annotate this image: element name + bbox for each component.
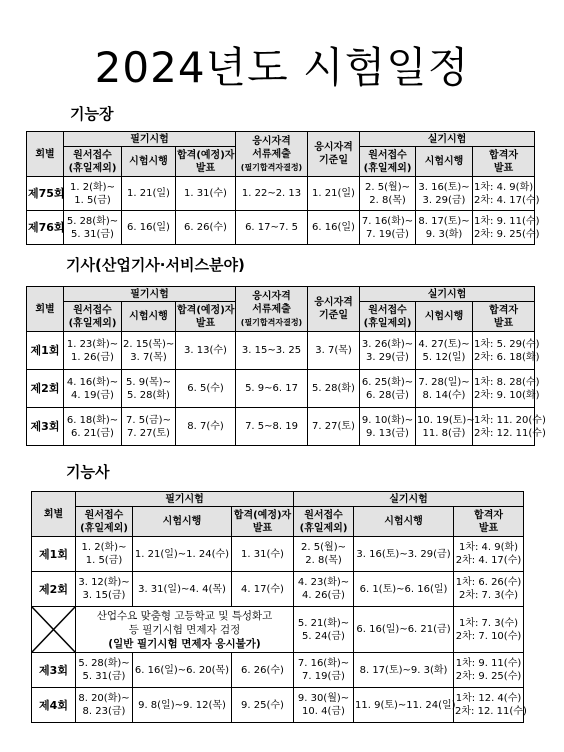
header-exam: 시험시행 <box>354 507 454 537</box>
header-round: 회별 <box>27 287 64 332</box>
section-title-gisa: 기사(산업기사·서비스분야) <box>66 256 245 274</box>
section-title-gineungjang: 기능장 <box>70 105 114 123</box>
header-apply: 원서접수 (휴일제외) <box>64 302 122 332</box>
header-pass: 합격자 발표 <box>473 147 535 177</box>
header-pass: 합격자 발표 <box>454 507 524 537</box>
header-qual-date: 응시자격 기준일 <box>308 132 360 177</box>
table-row: 제2회 4. 16(화)~ 4. 19(금) 5. 9(목)~ 5. 28(화) 6. 5(수) 5. 9~6. 17 5. 28(화) 6. 25(화)~ 6. 28(금) 7. 28(일)~ 8. 14(수) 1차: 8. 28(수) 2차: 9. 10(화) <box>27 370 535 408</box>
header-pass: 합격자 발표 <box>473 302 535 332</box>
header-round: 회별 <box>32 492 76 537</box>
header-written: 필기시험 <box>64 132 236 147</box>
header-exam: 시험시행 <box>133 507 232 537</box>
table-row: 제4회 8. 20(화)~ 8. 23(금) 9. 8(일)~9. 12(목) 9. 25(수) 9. 30(월)~ 10. 4(금) 11. 9(토)~11. 24(일) 1차: 12. 4(수) 2차: 12. 11(수) <box>32 688 524 723</box>
header-practical: 실기시험 <box>360 132 535 147</box>
header-apply: 원서접수 (휴일제외) <box>64 147 122 177</box>
schedule-table-gineungsa <box>31 491 527 723</box>
special-note: 산업수요 맞춤형 고등학교 및 특성화고 등 필기시험 면제자 검정 (일반 필기시험 면제자 응시불가) <box>76 607 294 653</box>
table-row: 제3회 6. 18(화)~ 6. 21(금) 7. 5(금)~ 7. 27(토) 8. 7(수) 7. 5~8. 19 7. 27(토) 9. 10(화)~ 9. 13(금) 10. 19(토)~ 11. 8(금) 1차: 11. 20(수) 2차: 12. 11(수) <box>27 408 535 446</box>
header-exam: 시험시행 <box>122 302 176 332</box>
table-row: 제1회 1. 2(화)~ 1. 5(금) 1. 21(일)~1. 24(수) 1. 31(수) 2. 5(월)~ 2. 8(목) 3. 16(토)~3. 29(금) 1차: 4. 9(화) 2차: 4. 17(수) <box>32 537 524 572</box>
header-pass-provisional: 합격(예정)자 발표 <box>176 147 236 177</box>
header-docs: 응시자격 서류제출 (필기합격자결정) <box>236 132 308 177</box>
header-round: 회별 <box>27 132 64 177</box>
section-title-gineungsa: 기능사 <box>66 463 110 481</box>
header-apply: 원서접수 (휴일제외) <box>294 507 354 537</box>
header-apply: 원서접수 (휴일제외) <box>360 147 416 177</box>
header-apply: 원서접수 (휴일제외) <box>76 507 133 537</box>
table-row: 산업수요 맞춤형 고등학교 및 특성화고 등 필기시험 면제자 검정 (일반 필기시험 면제자 응시불가) 5. 21(화)~ 5. 24(금) 6. 16(일)~6. 21(금) 1차: 7. 3(수) 2차: 7. 10(수) <box>32 607 524 653</box>
header-apply: 원서접수 (휴일제외) <box>360 302 416 332</box>
header-qual-date: 응시자격 기준일 <box>308 287 360 332</box>
header-docs: 응시자격 서류제출 (필기합격자결정) <box>236 287 308 332</box>
header-exam: 시험시행 <box>416 302 473 332</box>
schedule-table-gineungjang <box>26 131 540 245</box>
header-practical: 실기시험 <box>294 492 524 507</box>
table-row: 제2회 3. 12(화)~ 3. 15(금) 3. 31(일)~4. 4(목) 4. 17(수) 4. 23(화)~ 4. 26(금) 6. 1(토)~6. 16(일) 1차: 6. 26(수) 2차: 7. 3(수) <box>32 572 524 607</box>
header-pass-provisional: 합격(예정)자 발표 <box>176 302 236 332</box>
table-row: 제76회 5. 28(화)~ 5. 31(금) 6. 16(일) 6. 26(수) 6. 17~7. 5 6. 16(일) 7. 16(화)~ 7. 19(금) 8. 17(토)~ 9. 3(화) 1차: 9. 11(수) 2차: 9. 25(수) <box>27 211 535 245</box>
cross-mark-icon <box>32 607 75 652</box>
schedule-table-gisa <box>26 286 546 446</box>
table-row: 제3회 5. 28(화)~ 5. 31(금) 6. 16(일)~6. 20(목) 6. 26(수) 7. 16(화)~ 7. 19(금) 8. 17(토)~9. 3(화) 1차: 9. 11(수) 2차: 9. 25(수) <box>32 653 524 688</box>
crossed-out-cell <box>32 607 76 653</box>
header-pass-provisional: 합격(예정)자 발표 <box>232 507 294 537</box>
header-written: 필기시험 <box>64 287 236 302</box>
table-row: 제75회 1. 2(화)~ 1. 5(금) 1. 21(일) 1. 31(수) 1. 22~2. 13 1. 21(일) 2. 5(월)~ 2. 8(목) 3. 16(토)~ 3. 29(금) 1차: 4. 9(화) 2차: 4. 17(수) <box>27 177 535 211</box>
page-title: 2024년도 시험일정 <box>94 43 470 92</box>
header-written: 필기시험 <box>76 492 294 507</box>
table-row: 제1회 1. 23(화)~ 1. 26(금) 2. 15(목)~ 3. 7(목) 3. 13(수) 3. 15~3. 25 3. 7(목) 3. 26(화)~ 3. 29(금) 4. 27(토)~ 5. 12(일) 1차: 5. 29(수) 2차: 6. 18(화) <box>27 332 535 370</box>
header-exam: 시험시행 <box>122 147 176 177</box>
header-practical: 실기시험 <box>360 287 535 302</box>
header-exam: 시험시행 <box>416 147 473 177</box>
